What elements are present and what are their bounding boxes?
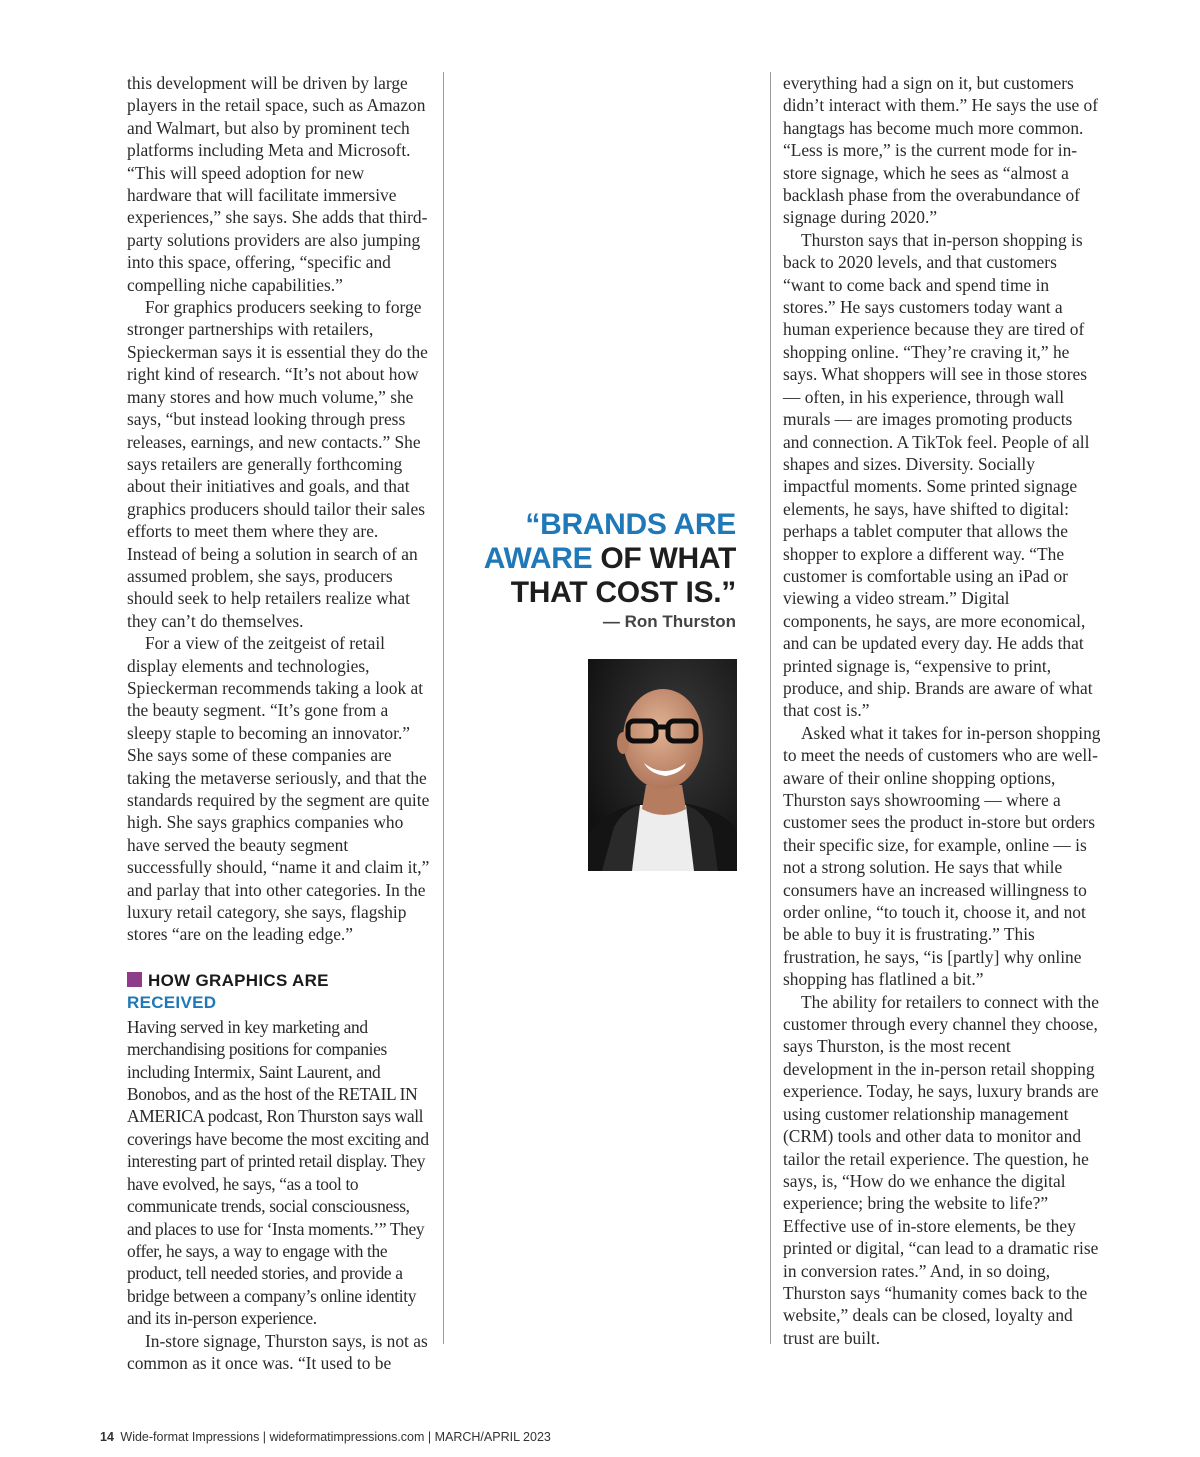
square-bullet-icon	[127, 972, 142, 987]
body-paragraph: Having served in key marketing and merchandising positions for companies including Intermix, Saint Laurent, and Bonobos, and as the host of the RETAIL IN AMERICA podcast, Ron Thurston says wall coverings have become the most exciting and interesting part of printed retail display. They have evolved, he says, “as a tool to communicate trends, social consciousness, and places to use for ‘Insta moments.’” They offer, he says, a way to engage with the product, tell needed stories, and provide a bridge between a company’s online identity and its in-person experience.	[127, 1016, 429, 1329]
portrait-photo	[588, 659, 737, 871]
subhead-line-1: HOW GRAPHICS ARE	[148, 970, 329, 990]
portrait-illustration	[588, 659, 737, 871]
footer-text: Wide-format Impressions | wideformatimpressions.com | MARCH/APRIL 2023	[120, 1430, 551, 1444]
column-divider-right	[770, 72, 771, 1344]
pull-quote-line-1: “BRANDS ARE	[525, 508, 736, 541]
pull-quote-line-2-rest: OF WHAT	[592, 542, 736, 575]
right-column	[783, 72, 1101, 1349]
body-paragraph: In-store signage, Thurston says, is not as common as it once was. “It used to be	[127, 1330, 428, 1373]
pull-quote-attribution: — Ron Thurston	[602, 612, 736, 631]
body-paragraph: Thurston says that in-person shopping is back to 2020 levels, and that customers “want to come back and spend time in stores.” He says customers today want a human experience because they are tired of shopping online. “They’re craving it,” he says. What shoppers will see in those stores — often, in his experience, through wall murals — are images promoting products and connection. A TikTok feel. People of all shapes and sizes. Diversity. Socially impactful moments. Some printed signage elements, he says, have shifted to digital: perhaps a tablet computer that allows the shopper to explore a different way. “The customer is comfortable using an iPad or viewing a video stream.” Digital components, he says, are more economical, and can be updated every day. He adds that printed signage is, “expensive to print, produce, and ship. Brands are aware of what that cost is.”	[783, 229, 1093, 721]
body-paragraph: For graphics producers seeking to forge stronger partnerships with retailers, Spieckerman says it is essential they do the right kind of research. “It’s not about how many stores and how much volume,” she says, “but instead looking through press releases, earnings, and new contacts.” She says retailers are generally forthcoming about their initiatives and goals, and that graphics producers should tailor their sales efforts to meet them where they are. Instead of being a solution in search of an assumed problem, she says, producers should seek to help retailers realize what they can’t do themselves.	[127, 297, 428, 631]
section-subhead	[127, 970, 432, 1014]
column-divider-left	[443, 72, 444, 1344]
body-paragraph: For a view of the zeitgeist of retail display elements and technologies, Spieckerman recommends taking a look at the beauty segment. “It’s gone from a sleepy staple to becoming an innovator.” She says some of these companies are taking the metaverse seriously, and that the standards required by the segment are quite high. She says graphics companies who have served the beauty segment successfully should, “name it and claim it,” and parlay that into other categories. In the luxury retail category, she says, flagship stores “are on the leading edge.”	[127, 633, 430, 945]
body-paragraph: The ability for retailers to connect with the customer through every channel they choose, says Thurston, is the most recent development in the in-person retail shopping experience. Today, he says, luxury brands are using customer relationship management (CRM) tools and other data to monitor and tailor the retail experience. The question, he says, is, “How do we enhance the digital experience; bring the website to life?” Effective use of in-store elements, be they printed or digital, “can lead to a dramatic rise in conversion rates.” And, in so doing, Thurston says “humanity comes back to the website,” deals can be closed, loyalty and trust are built.	[783, 991, 1099, 1348]
body-paragraph: everything had a sign on it, but customers didn’t interact with them.” He says the use of hangtags has become much more common. “Less is more,” is the current mode for in-store signage, which he sees as “almost a backlash phase from the overabundance of signage during 2020.”	[783, 73, 1099, 228]
subhead-line-2: RECEIVED	[127, 992, 217, 1012]
body-paragraph: this development will be driven by large players in the retail space, such as Amazon and Walmart, but also by prominent tech platforms including Meta and Microsoft. “This will speed adoption for new hardware that will facilitate immersive experiences,” she says. She adds that third-party solutions providers are also jumping into this space, offering, “specific and compelling niche capabilities.”	[127, 73, 428, 295]
pull-quote-emphasis: AWARE	[483, 542, 593, 575]
pull-quote	[480, 508, 736, 632]
page-footer	[100, 1430, 551, 1444]
pull-quote-line-3: THAT COST IS.”	[510, 576, 736, 609]
left-column	[127, 72, 432, 1374]
body-paragraph: Asked what it takes for in-person shopping to meet the needs of customers who are well-aware of their online shopping options, Thurston says showrooming — where a customer sees the product in-store but orders their specific size, for example, online — is not a strong solution. He says that while consumers have an increased willingness to order online, “to touch it, choose it, and not be able to buy it is frustrating.” This frustration, he says, “is [partly] why online shopping has flatlined a bit.”	[783, 722, 1101, 990]
page-number: 14	[100, 1430, 114, 1444]
pull-quote-line-2	[480, 542, 736, 576]
